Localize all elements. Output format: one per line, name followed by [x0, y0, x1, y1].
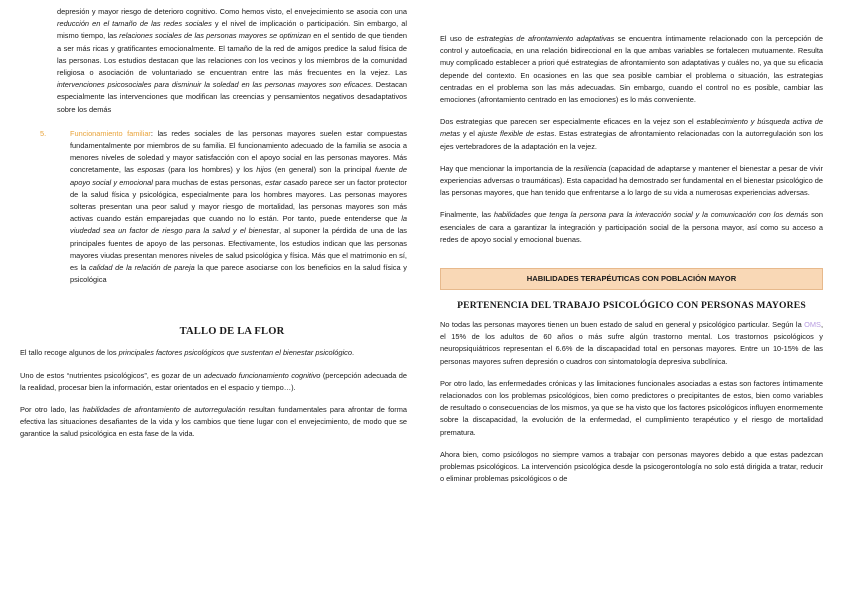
emphasis-text: relaciones sociales de las personas mayores se optimizan — [119, 31, 311, 41]
paragraph — [57, 6, 407, 116]
text-run: la que parece asociarse con los beneficios en la salud física y psicológica — [70, 263, 407, 285]
emphasis-text: principales factores psicológicos que sustentan el bienestar psicológico — [118, 348, 352, 358]
emphasis-text: reducción en el tamaño de las redes sociales — [57, 19, 212, 29]
list-item-family — [40, 128, 407, 287]
emphasis-text: la viudedad sea un factor de riesgo para la salud y el bienestar — [70, 214, 407, 236]
text-run: para muchas de estas personas, — [152, 177, 265, 187]
emphasis-text: esposas — [137, 165, 165, 175]
paragraph — [440, 319, 823, 368]
text-run: : las redes sociales de las personas mayores suelen estar compuestas fundamentalmente por miembros de su familia. El funcionamiento adecuado de la familia se asocia a menores niveles de soledad y mayor satisfacción con el apoyo social en las personas mayores. Más concretamente, las — [70, 128, 407, 175]
text-run: (capacidad de adaptarse y mantener el bienestar a pesar de vivir experiencias adversas o traumáticas). Esta capacidad ha demostrado ser fundamental en el bienestar psicológico de las personas mayores, que han tenido que enfrentarse a lo largo de su vida a numerosas experiencias adversas. — [440, 163, 823, 198]
emphasis-text: hijos — [256, 165, 272, 175]
list-number: 5. — [40, 128, 47, 138]
text-run: Uno de estos “nutrientes psicológicos”, es gozar de un — [20, 370, 204, 380]
section-heading: TALLO DE LA FLOR — [179, 326, 285, 338]
emphasis-text: habilidades que tenga la persona para la interacción social y la comunicación con los demás — [493, 210, 809, 220]
text-run: Dos estrategias que parecen ser especialmente eficaces en la vejez son el — [440, 117, 697, 127]
list-item-label: Funcionamiento familiar — [70, 128, 151, 138]
emphasis-text: adecuado funcionamiento cognitivo — [203, 370, 321, 380]
text-run: depresión y mayor riesgo de deterioro cognitivo. Como hemos visto, el envejecimiento se asocia con una — [57, 7, 407, 16]
text-run: , al suponer la pérdida de una de las principales fuentes de apoyo de las personas. Efectivamente, los estudios indican que las personas mayores viudas presentan menores niveles de salud psicológica y física. Más que el matrimonio en sí, es la — [70, 226, 407, 273]
text-run: El uso de — [440, 34, 477, 43]
paragraph — [20, 370, 407, 394]
text-run: (percepción adecuada de la realidad, procesar bien la información, estar orientados en el espacio y tiempo…). — [20, 370, 408, 392]
emphasis-text: intervenciones psicosociales para disminuir la soledad en las personas mayores son eficaces — [57, 80, 371, 90]
text-run: . — [351, 348, 355, 358]
emphasis-text: ajuste flexible de estas — [477, 129, 555, 139]
emphasis-text: establecimiento y búsqueda activa de metas — [440, 117, 823, 139]
text-run: (para los hombres) y los — [164, 165, 257, 175]
paragraph — [20, 404, 407, 441]
paragraph — [440, 163, 823, 200]
emphasis-text: habilidades de afrontamiento de autorregulación — [82, 405, 246, 415]
text-run: y el — [460, 129, 478, 139]
emphasis-text: estrategias de afrontamiento adaptativas — [476, 34, 615, 43]
text-run: OMS — [804, 320, 821, 330]
right-column — [440, 0, 823, 485]
emphasis-text: estar casado — [264, 177, 308, 187]
text-run: se encuentra íntimamente relacionado con la percepción de control y autoeficacia, en una relación bidireccional en la que ambas variables se fortalecen mutuamente. Resulta muy complicado establecer a priori qué estrategias de afrontamiento son adaptativas y cuáles no, ya que su eficacia depende del contexto. En ocasiones en las que sea posible cambiar el problema o situación, las estrategias centradas en el problema son las más adecuadas. Sin embargo, cuando el control no es posible, cambiar las emociones (afrontamiento centrado en las emociones) es lo más conveniente. — [440, 34, 824, 105]
text-run: parece ser un factor protector de la salud física y psicológica, especialmente para los hombres mayores. Las personas mayores solteras presentan una peor salud y mayor riesgo de mortalidad, las personas mayores son más activas cuando están emparejadas que cuando no lo están. Por tanto, puede entenderse que — [70, 177, 407, 224]
list-item-body — [70, 129, 407, 284]
text-run: Hay que mencionar la importancia de la — [440, 163, 574, 173]
paragraph — [440, 449, 823, 486]
text-run: y el nivel de implicación o participación. Sin embargo, al mismo tiempo, las — [57, 19, 407, 41]
text-run: No todas las personas mayores tienen un buen estado de salud en general y psicológico particular. Según la — [440, 320, 805, 330]
text-run: . Destacan especialmente las intervenciones que modifican las creencias y pensamientos negativos desadaptativos sobre los demás — [57, 80, 407, 114]
emphasis-text: resiliencia — [573, 163, 607, 173]
list-item-text — [70, 128, 407, 287]
text-run: Finalmente, las — [440, 210, 494, 220]
section-subheading: PERTENENCIA DEL TRABAJO PSICOLÓGICO CON PERSONAS MAYORES — [457, 300, 806, 312]
paragraph — [440, 33, 823, 106]
text-run: (en general) son la principal — [271, 165, 375, 175]
paragraph — [440, 209, 823, 246]
paragraph — [20, 347, 407, 359]
text-run: Ahora bien, como psicólogos no siempre vamos a trabajar con personas mayores debido a que estas padezcan problemas psicológicos. La intervención psicológica desde la psicogerontología no solo está dirigida a tratar, reducir o eliminar problemas psicológicos o de — [440, 449, 823, 484]
paragraph — [440, 116, 823, 153]
emphasis-text: calidad de la relación de pareja — [89, 263, 195, 273]
text-run: . Estas estrategias de afrontamiento relacionadas con la autorregulación son los ejes vertebradores de la adaptación en la vejez. — [440, 129, 823, 151]
section-title-box: HABILIDADES TERAPÉUTICAS CON POBLACIÓN MAYOR — [440, 268, 823, 290]
emphasis-text: fuente de apoyo social y emocional — [70, 165, 407, 187]
text-run: en el sentido de que tienden a ser más ricas y gratificantes emocionalmente. El tamaño de la red de amigos predice la salud física de las personas. Los estudios destacan que las relaciones con los vecinos y los miembros de la comunidad religiosa o asociación de voluntariado se encuentran entre las más frecuentes en la vejez. Las — [57, 31, 407, 78]
paragraph — [440, 378, 823, 439]
text-run: Por otro lado, las enfermedades crónicas y las limitaciones funcionales asociadas a estas son factores íntimamente relacionados con los problemas psicológicos, bien como predictores o precipitantes de estos, bien como variables de resultado o consecuencias de los mismos, ya que se ha visto que los factores psicológicos influyen enormemente sobre la discapacidad, la evolución de la enfermedad, el cumplimiento terapéutico y el riesgo de mortalidad prematura. — [440, 378, 823, 437]
text-run: El tallo recoge algunos de los — [20, 348, 119, 358]
text-run: , el 15% de los adultos de 60 años o más sufre algún trastorno mental. Los trastornos psicológicos y neuropsiquiátricos representan el 6.6% de la discapacidad total en personas mayores. Entre un 10-15% de las personas mayores sufren depresión o cuadros con sintomatología depresiva subclínica. — [440, 320, 823, 366]
text-run: resultan fundamentales para afrontar de forma efectiva las situaciones desafiantes de la vida y los cambios que tiene lugar con el envejecimiento, de modo que se garantice la salud psicológica en esta fase de la vida. — [20, 405, 407, 439]
left-column — [20, 0, 408, 441]
text-run: Por otro lado, las — [20, 405, 83, 415]
text-run: son esenciales de cara a garantizar la integración y participación social de la persona mayor, así como su acceso a redes de apoyo social y emocional buenas. — [440, 210, 823, 244]
